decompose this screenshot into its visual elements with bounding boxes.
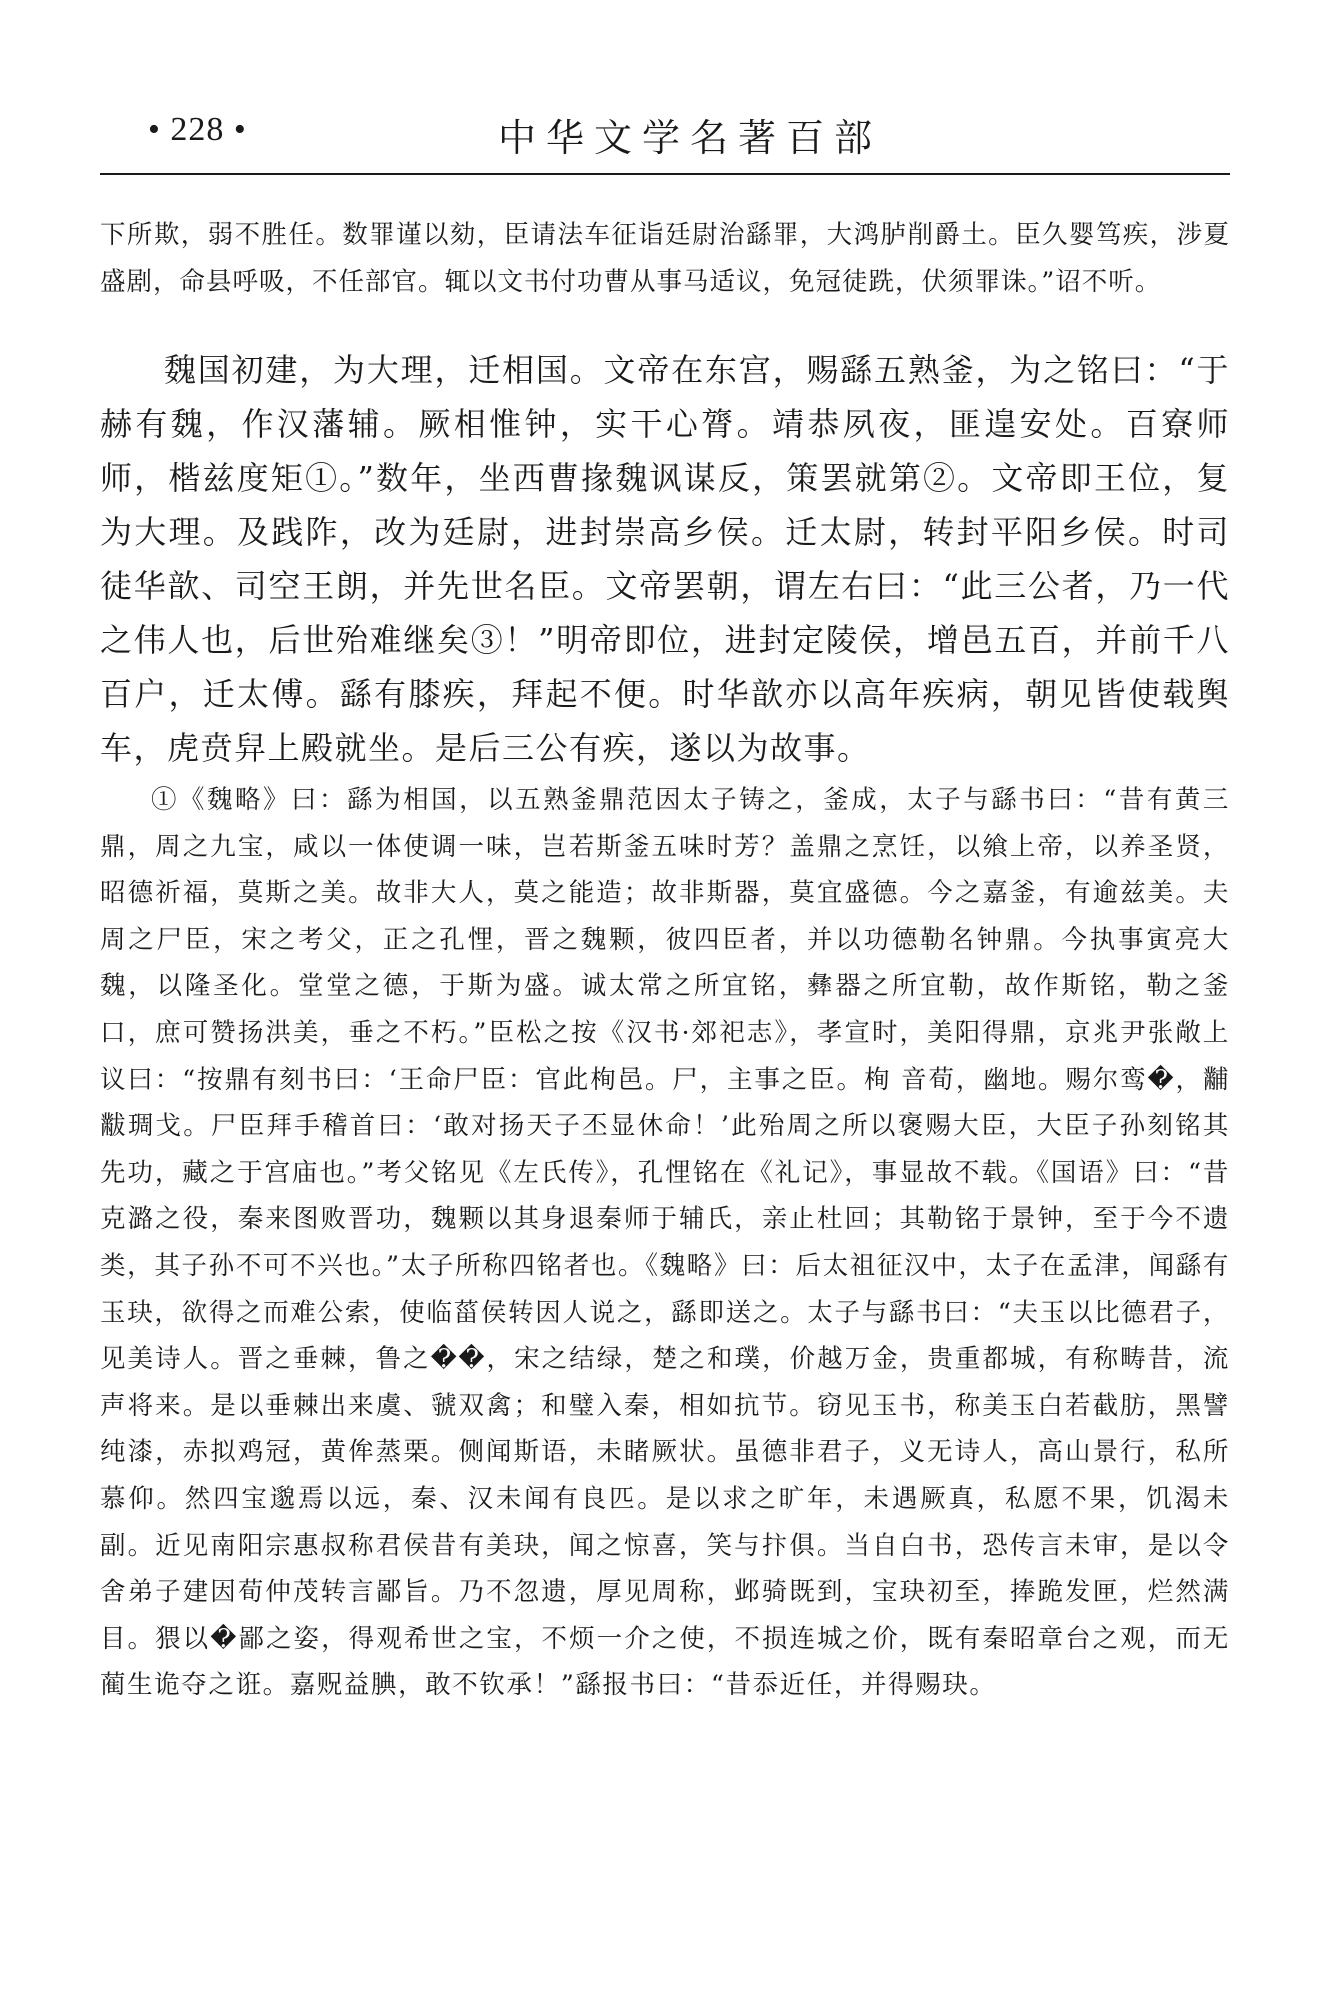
main-paragraph bbox=[100, 343, 1230, 775]
annotation-note-1 bbox=[100, 777, 1230, 1709]
page-header bbox=[100, 95, 1230, 175]
annotation-note-1-text: ①《魏略》曰：繇为相国，以五熟釜鼎范因太子铸之，釜成，太子与繇书曰：“昔有黄三鼎，周之九宝，咸以一体使调一味，岂若斯釜五味时芳？盖鼎之烹饪，以飨上帝，以养圣贤，昭德祈福，莫斯之美。故非大人，莫之能造；故非斯器，莫宜盛德。今之嘉釜，有逾兹美。夫周之尸臣，宋之考父，正之孔悝，晋之魏颗，彼四臣者，并以功德勒名钟鼎。今执事寅亮大魏，以隆圣化。堂堂之德，于斯为盛。诚太常之所宜铭，彝器之所宜勒，故作斯铭，勒之釜口，庶可赞扬洪美，垂之不朽。”臣松之按《汉书·郊祀志》，孝宣时，美阳得鼎，京兆尹张敞上议曰：“按鼎有刻书曰：‘王命尸臣：官此栒邑。尸，主事之臣。栒 音荀，幽地。赐尔鸾�，黼黻琱戈。尸臣拜手稽首曰：‘敢对扬天子丕显休命！’此殆周之所以褒赐大臣，大臣子孙刻铭其先功，藏之于宫庙也。”考父铭见《左氏传》，孔悝铭在《礼记》，事显故不载。《国语》曰：“昔克潞之役，秦来图败晋功，魏颗以其身退秦师于辅氏，亲止杜回；其勒铭于景钟，至于今不遗类，其子孙不可不兴也。”太子所称四铭者也。《魏略》曰：后太祖征汉中，太子在孟津，闻繇有玉玦，欲得之而难公索，使临菑侯转因人说之，繇即送之。太子与繇书曰：“夫玉以比德君子，见美诗人。晋之垂棘，鲁之��，宋之结绿，楚之和璞，价越万金，贵重都城，有称畴昔，流声将来。是以垂棘出来虞、虢双禽；和璧入秦，相如抗节。窃见玉书，称美玉白若截肪，黑譬纯漆，赤拟鸡冠，黄侔蒸栗。侧闻斯语，未睹厥状。虽德非君子，义无诗人，高山景行，私所慕仰。然四宝邈焉以远，秦、汉未闻有良匹。是以求之旷年，未遇厥真，私愿不果，饥渴未副。近见南阳宗惠叔称君侯昔有美玦，闻之惊喜，笑与抃俱。当自白书，恐传言未审，是以令舍弟子建因荀仲茂转言鄙旨。乃不忽遗，厚见周称，邺骑既到，宝玦初至，捧跪发匣，烂然满目。猥以�鄙之姿，得观希世之宝，不烦一介之使，不损连城之价，既有秦昭章台之观，而无蔺生诡夺之诳。嘉贶益腆，敢不钦承！”繇报书曰：“昔忝近任，并得赐玦。 bbox=[100, 785, 1230, 1701]
continued-paragraph-text: 下所欺，弱不胜任。数罪谨以劾，臣请法车征诣廷尉治繇罪，大鸿胪削爵土。臣久婴笃疾，涉夏盛剧，命县呼吸，不任部官。辄以文书付功曹从事马适议，免冠徒跣，伏须罪诛。”诏不听。 bbox=[100, 220, 1230, 297]
page-body bbox=[100, 212, 1230, 1709]
continued-paragraph bbox=[100, 212, 1230, 305]
book-title: 中华文学名著百部 bbox=[497, 116, 882, 160]
main-paragraph-text: 魏国初建，为大理，迁相国。文帝在东宫，赐繇五熟釜，为之铭曰：“于赫有魏，作汉藩辅。厥相惟钟，实干心膂。靖恭夙夜，匪遑安处。百寮师师，楷兹度矩①。”数年，坐西曹掾魏讽谋反，策罢就第②。文帝即王位，复为大理。及践阼，改为廷尉，进封崇高乡侯。迁太尉，转封平阳乡侯。时司徒华歆、司空王朗，并先世名臣。文帝罢朝，谓左右曰：“此三公者，乃一代之伟人也，后世殆难继矣③！”明帝即位，进封定陵侯，增邑五百，并前千八百户，迁太傅。繇有膝疾，拜起不便。时华歆亦以高年疾病，朝见皆使载舆车，虎贲舁上殿就坐。是后三公有疾，遂以为故事。 bbox=[100, 351, 1230, 767]
page-number: • 228 • bbox=[148, 111, 247, 148]
